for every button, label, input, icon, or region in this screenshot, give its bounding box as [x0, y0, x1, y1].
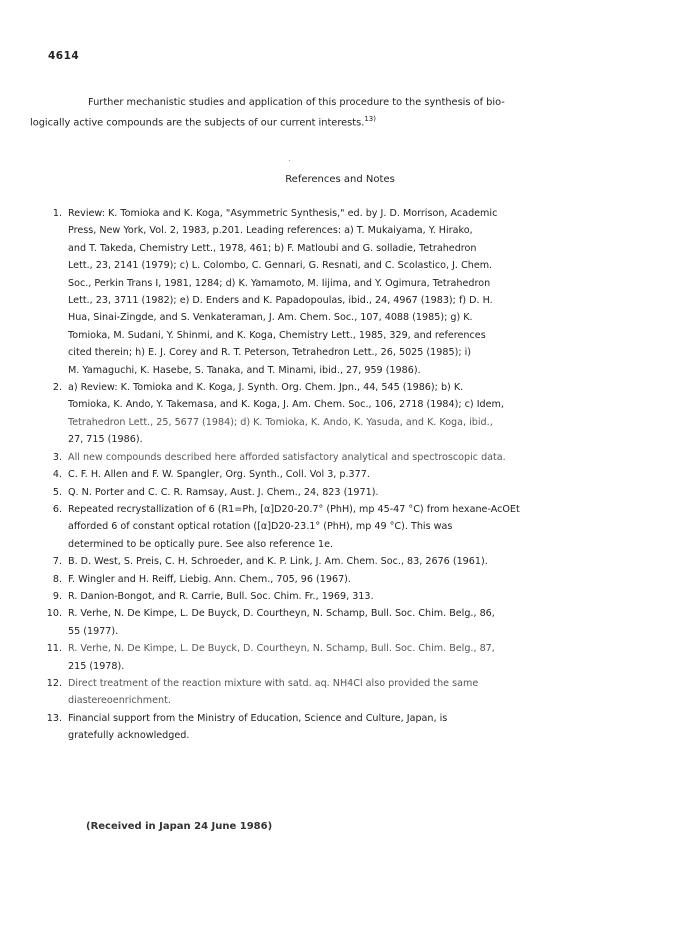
received-date: (Received in Japan 24 June 1986) — [86, 821, 273, 832]
reference-item — [30, 640, 650, 675]
reference-number: 8. — [52, 573, 62, 585]
reference-line: cited therein; h) E. J. Corey and R. T. Peterson, Tetrahedron Lett., 26, 5025 (1985); i) — [68, 347, 472, 359]
reference-line: diastereoenrichment. — [68, 695, 171, 707]
citation-superscript: 13) — [364, 115, 376, 123]
reference-number: 4. — [52, 469, 62, 481]
reference-line: C. F. H. Allen and F. W. Spangler, Org. Synth., Coll. Vol 3, p.377. — [68, 469, 370, 481]
reference-line: afforded 6 of constant optical rotation ([α]D20-23.1° (PhH), mp 49 °C). This was — [68, 521, 453, 533]
reference-item — [30, 605, 650, 640]
reference-item — [30, 571, 650, 588]
reference-item — [30, 466, 650, 483]
reference-number: 13. — [46, 712, 62, 724]
references-list — [30, 205, 650, 745]
reference-line: Soc., Perkin Trans I, 1981, 1284; d) K. Yamamoto, M. Iijima, and Y. Ogimura, Tetrahedron — [68, 277, 491, 289]
reference-text — [68, 484, 650, 501]
reference-line: Direct treatment of the reaction mixture with satd. aq. NH4Cl also provided the same — [68, 677, 479, 689]
references-heading: References and Notes — [285, 174, 395, 185]
reference-number: 12. — [46, 677, 62, 689]
reference-item — [30, 710, 650, 745]
reference-line: F. Wingler and H. Reiff, Liebig. Ann. Chem., 705, 96 (1967). — [68, 573, 351, 585]
reference-line: R. Danion-Bongot, and R. Carrie, Bull. Soc. Chim. Fr., 1969, 313. — [68, 590, 374, 602]
page-number: 4614 — [48, 50, 80, 62]
reference-line: Lett., 23, 2141 (1979); c) L. Colombo, C. Gennari, G. Resnati, and C. Scolastico, J. Chem. — [68, 260, 493, 272]
reference-line: Financial support from the Ministry of Education, Science and Culture, Japan, is — [68, 712, 448, 724]
reference-line: a) Review: K. Tomioka and K. Koga, J. Synth. Org. Chem. Jpn., 44, 545 (1986); b) K. — [68, 382, 464, 394]
reference-text — [68, 571, 650, 588]
reference-line: R. Verhe, N. De Kimpe, L. De Buyck, D. Courtheyn, N. Schamp, Bull. Soc. Chim. Belg., 87, — [68, 643, 495, 655]
reference-line: Tomioka, K. Ando, Y. Takemasa, and K. Koga, J. Am. Chem. Soc., 106, 2718 (1984); c) Idem, — [68, 399, 504, 411]
reference-number: 1. — [52, 208, 62, 219]
reference-number: 11. — [46, 643, 62, 655]
reference-text — [68, 605, 650, 640]
reference-text — [68, 675, 650, 710]
reference-line: determined to be optically pure. See also reference 1e. — [68, 538, 334, 550]
stray-mark — [289, 160, 290, 161]
reference-text — [68, 379, 650, 449]
reference-number: 3. — [52, 451, 62, 463]
reference-line: R. Verhe, N. De Kimpe, L. De Buyck, D. Courtheyn, N. Schamp, Bull. Soc. Chim. Belg., 86, — [68, 608, 495, 620]
reference-line: gratefully acknowledged. — [68, 730, 190, 742]
reference-line: Review: K. Tomioka and K. Koga, "Asymmetric Synthesis," ed. by J. D. Morrison, Academic — [68, 208, 498, 219]
reference-number: 5. — [52, 486, 62, 498]
intro-line-2: logically active compounds are the subjects of our current interests.$^{13)}$ — [30, 115, 376, 129]
reference-text — [68, 466, 650, 483]
reference-item — [30, 588, 650, 605]
reference-text — [68, 588, 650, 605]
reference-line: All new compounds described here afforded satisfactory analytical and spectroscopic data. — [68, 451, 506, 463]
reference-text — [68, 640, 650, 675]
reference-number: 10. — [46, 608, 62, 620]
reference-item — [30, 501, 650, 553]
reference-number: 6. — [52, 503, 62, 515]
reference-text — [68, 553, 650, 570]
reference-line: 215 (1978). — [68, 660, 125, 672]
reference-line: M. Yamaguchi, K. Hasebe, S. Tanaka, and T. Minami, ibid., 27, 959 (1986). — [68, 364, 421, 376]
reference-text — [68, 449, 650, 466]
reference-line: Tetrahedron Lett., 25, 5677 (1984); d) K. Tomioka, K. Ando, K. Yasuda, and K. Koga, ibid., — [68, 416, 493, 428]
reference-item — [30, 675, 650, 710]
reference-line: Repeated recrystallization of 6 (R1=Ph, [α]D20-20.7° (PhH), mp 45-47 °C) from hexane-AcOEt — [68, 503, 520, 515]
intro-paragraph — [30, 94, 640, 131]
reference-number: 7. — [52, 556, 62, 568]
reference-item — [30, 449, 650, 466]
reference-text — [68, 205, 650, 379]
reference-line: B. D. West, S. Preis, C. H. Schroeder, and K. P. Link, J. Am. Chem. Soc., 83, 2676 (1961). — [68, 556, 488, 568]
reference-item — [30, 205, 650, 379]
reference-item — [30, 379, 650, 449]
intro-line-1: Further mechanistic studies and application of this procedure to the synthesis of bio- — [88, 97, 505, 108]
reference-line: 27, 715 (1986). — [68, 434, 143, 446]
reference-line: Q. N. Porter and C. C. R. Ramsay, Aust. J. Chem., 24, 823 (1971). — [68, 486, 379, 498]
reference-line: Tomioka, M. Sudani, Y. Shinmi, and K. Koga, Chemistry Lett., 1985, 329, and references — [68, 329, 486, 341]
reference-text — [68, 501, 650, 553]
reference-text — [68, 710, 650, 745]
reference-line: Hua, Sinai-Zingde, and S. Venkateraman, J. Am. Chem. Soc., 107, 4088 (1985); g) K. — [68, 312, 473, 324]
reference-number: 2. — [52, 382, 62, 394]
reference-line: Lett., 23, 3711 (1982); e) D. Enders and K. Papadopoulas, ibid., 24, 4967 (1983); f) D. H. — [68, 295, 493, 307]
reference-number: 9. — [52, 590, 62, 602]
reference-item — [30, 553, 650, 570]
reference-line: and T. Takeda, Chemistry Lett., 1978, 461; b) F. Matloubi and G. solladie, Tetrahedron — [68, 242, 477, 254]
reference-line: 55 (1977). — [68, 625, 119, 637]
reference-item — [30, 484, 650, 501]
reference-line: Press, New York, Vol. 2, 1983, p.201. Leading references: a) T. Mukaiyama, Y. Hirako, — [68, 225, 473, 237]
